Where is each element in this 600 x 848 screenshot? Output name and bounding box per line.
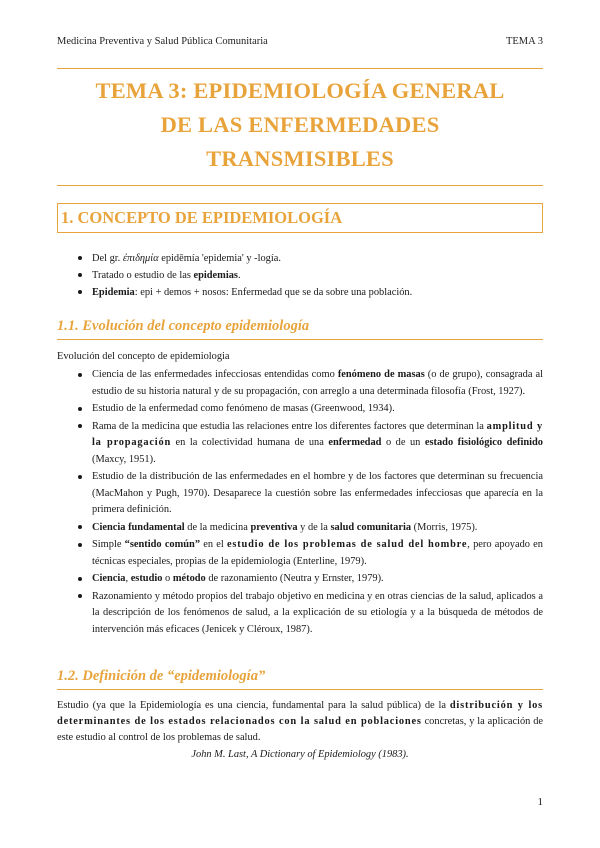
list-item [92,419,543,469]
section-1-heading-box [57,203,543,233]
text-run: en el [200,539,227,550]
title-top-rule [57,68,543,69]
title-bottom-rule [57,185,543,186]
text-run: Del gr. [92,253,123,264]
text-run: Tratado o estudio de las [92,270,194,281]
text-run: Rama de la medicina que estudia las relaciones entre los diferentes factores que determinan la [92,420,487,432]
text-run: Estudio (ya que la Epidemiología es una ciencia, fundamental para la salud pública) de la [57,700,450,711]
bold-term: epidemias [193,270,238,281]
text-run: epidēmía 'epidemia' y -logía. [158,253,281,264]
text-run: Simple [92,539,125,550]
text-run: concretas, y la aplicación de este estudio al control de los problemas de salud. [57,716,544,743]
definition-paragraph [57,698,543,746]
list-item [92,520,543,537]
title-line-1: TEMA 3: EPIDEMIOLOGÍA GENERAL [95,78,505,103]
list-item [92,284,543,301]
bold-term: método [172,573,206,584]
bold-term: estudio de los problemas de salud del hombre [226,539,468,550]
list-item [92,469,543,519]
section-1-1-heading: 1.1. Evolución del concepto epidemiología [57,318,543,340]
page-title [57,74,543,176]
bold-term: fenómeno de masas [337,369,425,380]
text-run: Razonamiento y método propios del trabajo objetivo en medicina y en otras ciencias de la salud, aplicados a la descripción de los fenómenos de salud, a la explicación de su etiología y a la búsqueda de métodos de intervención más eficaces (Jenicek y Cléroux, 1987). [92,590,543,635]
definitions-list [92,367,543,639]
citation: John M. Last, A Dictionary of Epidemiology (1983). [191,749,409,760]
list-item [92,250,543,267]
text-run: . [237,270,241,281]
text-run: o [162,573,173,584]
bold-term: “sentido común” [124,539,201,550]
header-topic-label: TEMA 3 [505,36,543,47]
text-run: Estudio de la distribución de las enfermedades en el hombre y de los factores que determinan su frecuencia (MacMahon y Pugh, 1970). Desaparece la cuestión sobre las enfermedades infecciosas que aparecía en la primera definición. [92,471,543,515]
header-course-name: Medicina Preventiva y Salud Pública Comunitaria [57,36,268,47]
text-run: (o de grupo), consagrada al estudio de su historia natural y de su propagación, con arreglo a una determinada filosofía (Frost, 1927). [92,369,544,397]
bold-term: estudio [130,573,163,584]
text-run: en la colectividad humana de una [171,437,329,448]
list-item [92,589,543,639]
running-header [57,36,543,47]
text-run: (Morris, 1975). [411,521,478,533]
text-run: Estudio de la enfermedad como fenómeno de masas (Greenwood, 1934). [92,403,395,414]
section-1-2-heading: 1.2. Definición de “epidemiología” [57,668,543,690]
text-run: (Maxcy, 1951). [92,453,156,465]
bold-term: preventiva [250,521,298,533]
greek-term: ἐπιδημία [122,253,159,264]
text-run: : epi + demos + nosos: Enfermedad que se da sobre una población. [134,287,413,298]
text-run: Ciencia de las enfermedades infecciosas entendidas como [92,369,338,380]
text-run: , [125,573,131,584]
bold-term: salud comunitaria [330,521,412,533]
bold-term: enfermedad [328,437,382,448]
etymology-list [92,250,543,301]
list-item [92,571,543,588]
section-1-1-intro: Evolución del concepto de epidemiologia [57,351,230,362]
bold-term: Epidemia [92,287,135,298]
text-run: , pero apoyado en técnicas especiales, propias de la epidemiologia (Enterline, 1979). [92,539,543,567]
bold-term: Ciencia fundamental [92,521,185,533]
title-line-3: TRANSMISIBLES [206,146,394,171]
bold-term: Ciencia [92,573,126,584]
text-run: de razonamiento (Neutra y Ernster, 1979). [205,573,384,584]
text-run: de la medicina [184,521,251,533]
page-number: 1 [537,796,543,808]
list-item [92,401,543,418]
text-run: y de la [297,521,331,533]
title-line-2: DE LAS ENFERMEDADES [160,112,440,137]
text-run: o de un [381,437,425,448]
document-page [57,0,543,848]
bold-term: distribución y los determinantes de los estados relacionados con la salud en poblaciones [57,700,543,727]
bold-term: amplitud y la propagación [92,420,543,448]
list-item [92,537,543,570]
section-1-heading: 1. CONCEPTO DE EPIDEMIOLOGÍA [61,208,343,227]
list-item [92,267,543,284]
bold-term: estado fisiológico definido [424,437,543,448]
list-item [92,367,543,400]
